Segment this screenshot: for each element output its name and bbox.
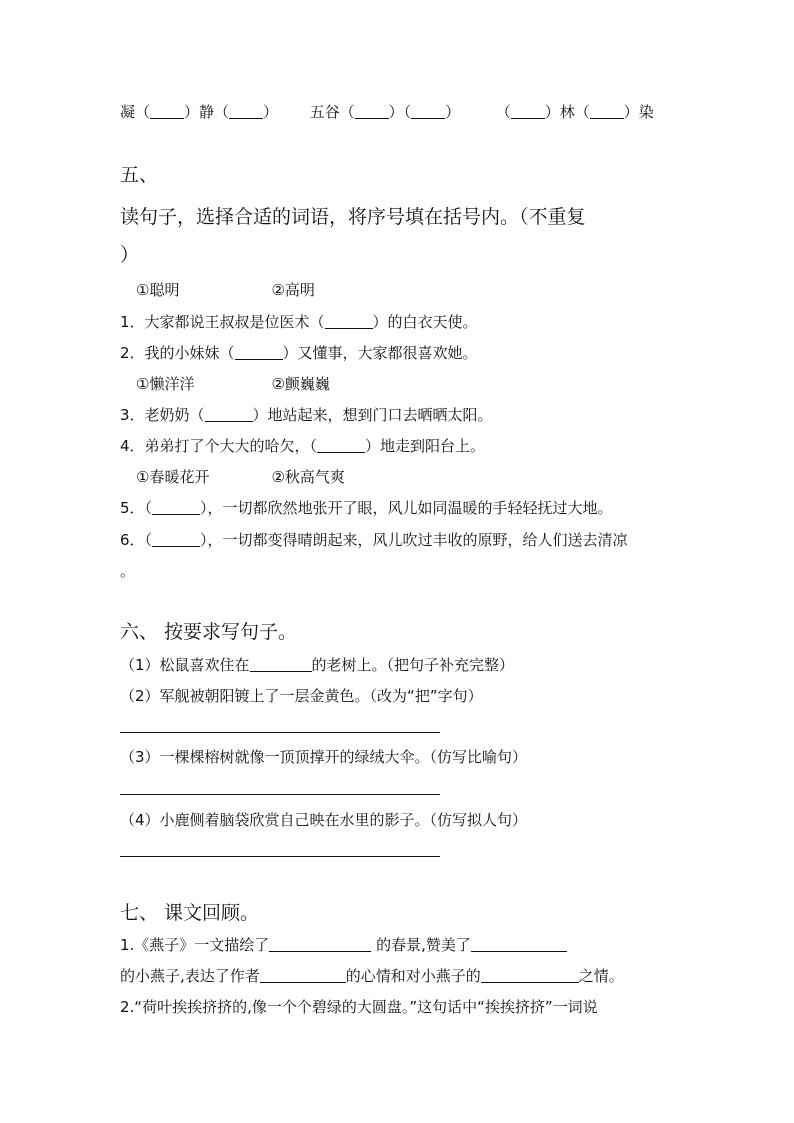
blank[interactable] bbox=[511, 103, 545, 119]
section-7-title: 七、 课文回顾。 bbox=[120, 902, 260, 924]
blank[interactable] bbox=[205, 406, 253, 422]
sentence-2: （2）军舰被朝阳镀上了一层金黄色。（改为“把”字句） bbox=[120, 687, 483, 705]
blank[interactable] bbox=[471, 936, 567, 952]
blank[interactable] bbox=[229, 103, 263, 119]
question-4: 4．弟弟打了个大大的哈欠，（ ）地走到阳台上。 bbox=[120, 437, 486, 455]
sentence-3: （3）一棵棵榕树就像一顶顶撑开的绿绒大伞。（仿写比喻句） bbox=[120, 748, 528, 766]
blank[interactable] bbox=[152, 531, 200, 547]
sentence-4: （4）小鹿侧着脑袋欣赏自己映在水里的影子。（仿写拟人句） bbox=[120, 811, 528, 829]
section-5-instruction: 读句子，选择合适的词语，将序号填在括号内。（不重复 bbox=[120, 206, 586, 228]
section-6-title: 六、 按要求写句子。 bbox=[120, 621, 298, 643]
blank[interactable] bbox=[325, 313, 373, 329]
blank[interactable] bbox=[235, 344, 283, 360]
blank[interactable] bbox=[355, 103, 389, 119]
word-blank-row: 凝（ ）静（ ） 五谷（ ）（ ） （ ）林（ ）染 bbox=[120, 103, 654, 121]
question-2: 2．我的小妹妹（ ）又懂事，大家都很喜欢她。 bbox=[120, 344, 478, 362]
blank[interactable] bbox=[317, 437, 365, 453]
blank[interactable] bbox=[150, 103, 184, 119]
answer-line-2[interactable] bbox=[120, 732, 440, 733]
question-6: 6．（ ），一切都变得晴朗起来，风儿吹过丰收的原野，给人们送去清凉 bbox=[120, 531, 628, 549]
question-3: 3．老奶奶（ ）地站起来，想到门口去晒晒太阳。 bbox=[120, 406, 493, 424]
blank[interactable] bbox=[269, 936, 371, 952]
options-c: ①春暖花开 ②秋高气爽 bbox=[136, 468, 345, 486]
question-1: 1．大家都说王叔叔是位医术（ ）的白衣天使。 bbox=[120, 313, 478, 331]
blank[interactable] bbox=[411, 103, 445, 119]
blank[interactable] bbox=[481, 967, 579, 983]
blank[interactable] bbox=[250, 656, 312, 672]
answer-line-4[interactable] bbox=[120, 856, 440, 857]
answer-line-3[interactable] bbox=[120, 794, 440, 795]
blank[interactable] bbox=[260, 967, 346, 983]
review-line-2: 的小燕子,表达了作者 的心情和对小燕子的 之情。 bbox=[120, 967, 624, 985]
blank[interactable] bbox=[152, 499, 200, 515]
options-b: ①懒洋洋 ②颤巍巍 bbox=[136, 375, 330, 393]
question-6-cont: 。 bbox=[120, 562, 136, 580]
question-5: 5．（ ），一切都欣然地张开了眼，风儿如同温暖的手轻轻抚过大地。 bbox=[120, 499, 613, 517]
section-5-instruction-cont: ） bbox=[120, 244, 140, 266]
options-a: ①聪明 ②高明 bbox=[136, 281, 315, 299]
review-line-1: 1.《燕子》一文描绘了 的春景,赞美了 bbox=[120, 934, 567, 955]
review-line-3: 2.“荷叶挨挨挤挤的,像一个个碧绿的大圆盘。”这句话中“挨挨挤挤”一词说 bbox=[120, 998, 598, 1016]
blank[interactable] bbox=[590, 103, 624, 119]
sentence-1: （1）松鼠喜欢住在 的老树上。（把句子补充完整） bbox=[120, 656, 515, 674]
section-number-5: 五、 bbox=[120, 164, 159, 186]
